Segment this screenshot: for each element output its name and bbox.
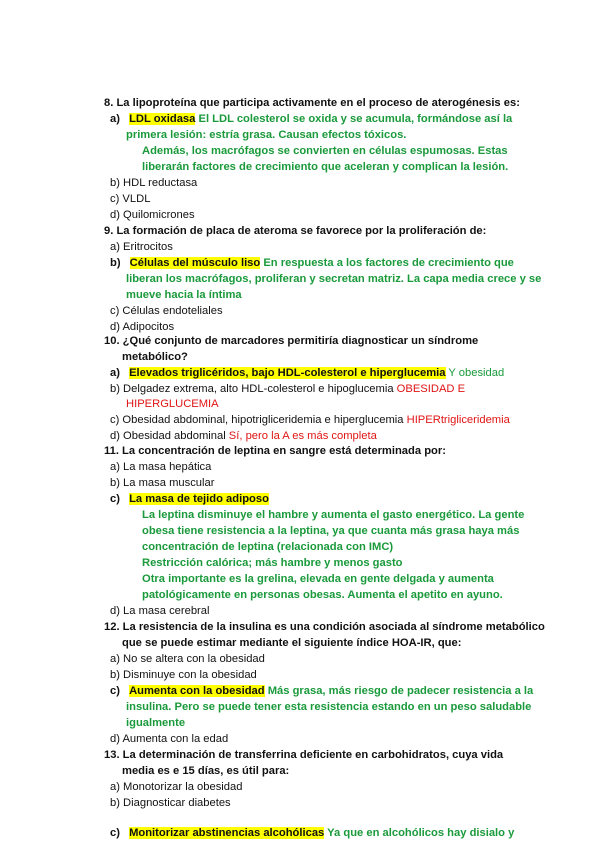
q10-option-d xyxy=(110,429,377,443)
q10-b-note-1: OBESIDAD E xyxy=(393,383,466,395)
q9-option-b xyxy=(110,256,514,270)
q8-explanation-3: Además, los macrófagos se convierten en células espumosas. Estas xyxy=(142,145,508,157)
q9-correct-answer: Células del músculo liso xyxy=(129,257,261,269)
q8-a-label: a) xyxy=(110,113,120,125)
q11-option-c xyxy=(110,492,269,506)
q13-option-b: b) Diagnosticar diabetes xyxy=(110,797,231,809)
q11-explanation-4: Restricción calórica; más hambre y menos gasto xyxy=(142,557,403,569)
q10-b-text: b) Delgadez extrema, alto HDL-colesterol e hipoglucemia xyxy=(110,383,394,395)
q10-d-note: Sí, pero la A es más completa xyxy=(225,430,377,442)
q8-option-b: b) HDL reductasa xyxy=(110,177,198,189)
q11-option-b: b) La masa muscular xyxy=(110,477,215,489)
q12-option-a: a) No se altera con la obesidad xyxy=(110,653,265,665)
q9-option-a: a) Eritrocitos xyxy=(110,241,173,253)
question-13-line-2: media es e 15 días, es útil para: xyxy=(122,765,290,777)
q9-explanation-3: mueve hacia la íntima xyxy=(126,289,242,301)
q9-explanation-2: liberan los macrófagos, proliferan y secretan matriz. La capa media crece y se xyxy=(126,273,542,285)
q9-b-label: b) xyxy=(110,257,121,269)
q8-option-d: d) Quilomicrones xyxy=(110,209,195,221)
q12-c-label: c) xyxy=(110,685,120,697)
q10-a-label: a) xyxy=(110,367,120,379)
q11-option-a: a) La masa hepática xyxy=(110,461,212,473)
question-9: 9. La formación de placa de ateroma se favorece por la proliferación de: xyxy=(104,225,487,237)
question-12-line-1: 12. La resistencia de la insulina es una condición asociada al síndrome metabólico xyxy=(104,621,545,633)
q11-explanation-1: La leptina disminuye el hambre y aumenta el gasto energético. La gente xyxy=(142,509,525,521)
q13-correct-answer: Monitorizar abstinencias alcohólicas xyxy=(129,827,325,839)
q8-option-a xyxy=(110,112,512,126)
question-13-line-1: 13. La determinación de transferrina deficiente en carbohidratos, cuya vida xyxy=(104,749,504,761)
q11-option-d: d) La masa cerebral xyxy=(110,605,210,617)
q11-explanation-2: obesa tiene resistencia a la leptina, ya que cuanta más grasa haya más xyxy=(142,525,520,537)
q8-option-c: c) VLDL xyxy=(110,193,151,205)
q10-b-note-2: HIPERGLUCEMIA xyxy=(126,398,219,410)
q13-explanation-1: Ya que en alcohólicos hay disialo y xyxy=(324,827,515,839)
q13-option-a: a) Monotorizar la obesidad xyxy=(110,781,243,793)
q9-option-d: d) Adipocitos xyxy=(110,321,175,333)
q10-option-c xyxy=(110,413,510,427)
q10-option-a xyxy=(110,366,504,380)
q12-explanation-1: Más grasa, más riesgo de padecer resistencia a la xyxy=(264,685,534,697)
q13-option-c xyxy=(110,826,514,840)
question-10-line-1: 10. ¿Qué conjunto de marcadores permitiría diagnosticar un síndrome xyxy=(104,335,479,347)
q10-c-text: c) Obesidad abdominal, hipotrigliceridemia e hiperglucemia xyxy=(110,414,404,426)
q12-explanation-2: insulina. Pero se puede tener esta resistencia estando en un peso saludable xyxy=(126,701,532,713)
q9-option-c: c) Células endoteliales xyxy=(110,305,223,317)
q12-option-b: b) Disminuye con la obesidad xyxy=(110,669,257,681)
q12-option-c xyxy=(110,684,533,698)
q8-explanation-2: primera lesión: estría grasa. Causan efectos tóxicos. xyxy=(126,129,407,141)
question-8: 8. La lipoproteína que participa activamente en el proceso de aterogénesis es: xyxy=(104,97,520,109)
q11-correct-answer: La masa de tejido adiposo xyxy=(129,493,269,505)
q12-correct-answer: Aumenta con la obesidad xyxy=(129,685,265,697)
q11-c-label: c) xyxy=(110,493,120,505)
q12-explanation-3: igualmente xyxy=(126,717,186,729)
question-12-line-2: que se puede estimar mediante el siguiente índice HOA-IR, que: xyxy=(122,637,462,649)
question-11: 11. La concentración de leptina en sangre está determinada por: xyxy=(104,445,446,457)
q9-explanation-1: En respuesta a los factores de crecimiento que xyxy=(260,257,514,269)
question-10-line-2: metabólico? xyxy=(122,351,188,363)
q13-c-label: c) xyxy=(110,827,120,839)
q8-explanation-4: liberarán factores de crecimiento que aceleran y complican la lesión. xyxy=(142,161,509,173)
q11-explanation-5: Otra importante es la grelina, elevada en gente delgada y aumenta xyxy=(142,573,494,585)
q10-c-note: HIPERtrigliceridemia xyxy=(403,414,510,426)
q10-option-b xyxy=(110,382,465,396)
q8-correct-answer: LDL oxidasa xyxy=(129,113,196,125)
q10-a-note: Y obesidad xyxy=(445,367,505,379)
q12-option-d: d) Aumenta con la edad xyxy=(110,733,229,745)
q11-explanation-6: patológicamente en personas obesas. Aumenta el apetito en ayuno. xyxy=(142,589,503,601)
q10-correct-answer: Elevados triglicéridos, bajo HDL-colesterol e hiperglucemia xyxy=(129,367,446,379)
q8-explanation-1: El LDL colesterol se oxida y se acumula, formándose así la xyxy=(195,113,513,125)
q11-explanation-3: concentración de leptina (relacionada con IMC) xyxy=(142,541,394,553)
q10-d-text: d) Obesidad abdominal xyxy=(110,430,226,442)
